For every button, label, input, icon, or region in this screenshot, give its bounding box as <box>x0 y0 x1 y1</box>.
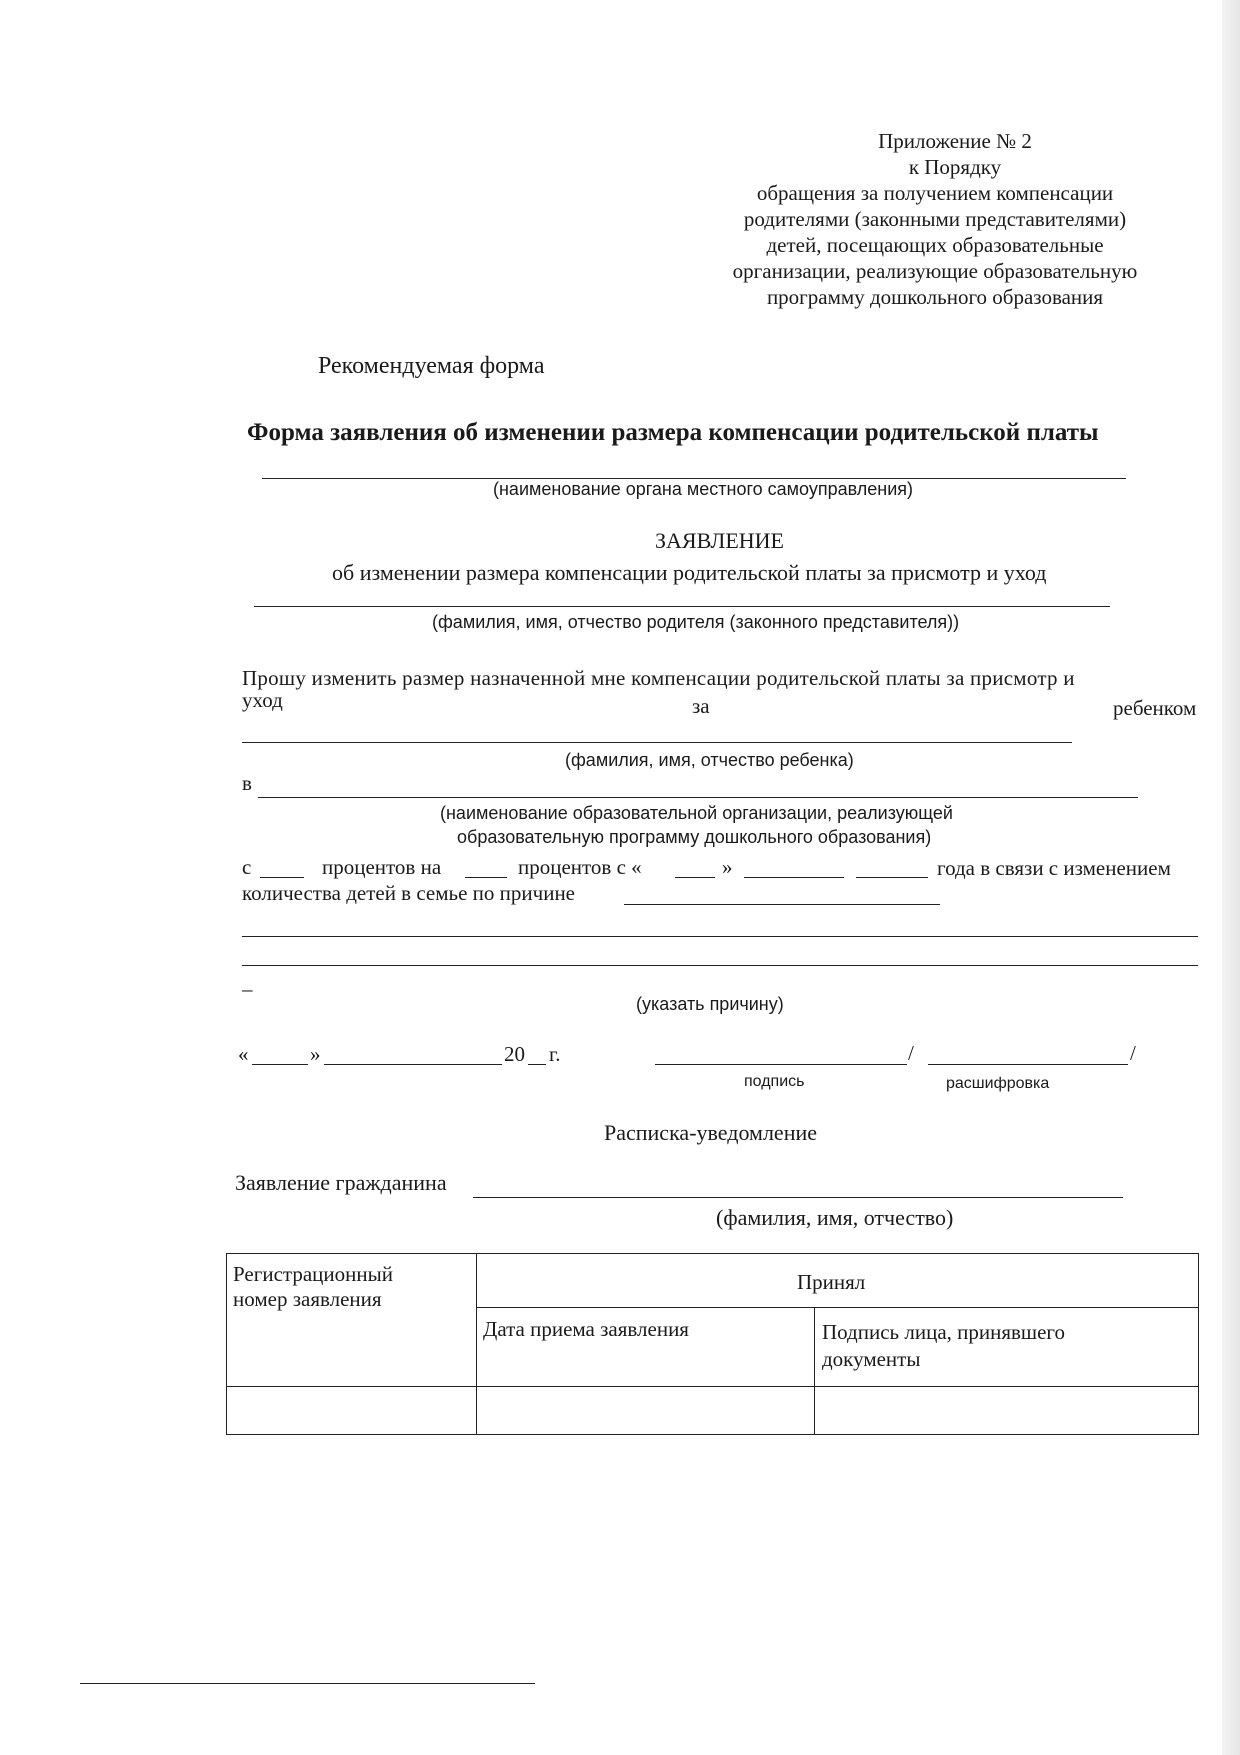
table-cell-date-value[interactable] <box>478 1388 813 1433</box>
table-divider <box>226 1386 1199 1387</box>
prefix-v: в <box>242 771 252 795</box>
table-cell-signature-value[interactable] <box>816 1388 1197 1433</box>
table-divider <box>476 1253 477 1435</box>
table-header-reg-number: Регистрационный <box>233 1262 393 1286</box>
appendix-line: организации, реализующие образовательную <box>732 259 1138 283</box>
reason-line-3 <box>242 965 1198 966</box>
child-caption: (фамилия, имя, отчество ребенка) <box>565 750 854 770</box>
request-word-za: за <box>692 694 710 718</box>
reason-caption: (указать причину) <box>636 994 784 1014</box>
request-word-ukhod: уход <box>242 688 283 712</box>
table-header-signature: документы <box>822 1347 921 1371</box>
parent-name-line <box>254 606 1110 607</box>
year-reason-label: года в связи с изменением <box>937 856 1171 880</box>
day-blank <box>675 877 715 878</box>
appendix-line: обращения за получением компенсации <box>756 181 1114 205</box>
percent-to-blank <box>465 877 507 878</box>
reason-line-1 <box>624 904 940 905</box>
month-blank <box>744 877 844 878</box>
footnote-separator <box>80 1683 535 1684</box>
appendix-line: детей, посещающих образовательные <box>766 233 1104 257</box>
receipt-title: Расписка-уведомление <box>604 1120 818 1145</box>
request-word-child: ребенком <box>1113 696 1197 720</box>
form-title: Форма заявления об изменении размера компенсации родительской платы <box>247 419 1099 446</box>
parent-caption: (фамилия, имя, отчество родителя (законного представителя)) <box>432 612 960 632</box>
percent-prefix-s: с <box>242 855 252 879</box>
citizen-name-line <box>473 1197 1123 1198</box>
appendix-block <box>700 128 1170 310</box>
dash-mark: _ <box>242 970 253 994</box>
table-border-right <box>1198 1253 1199 1435</box>
date-year-blank <box>528 1064 546 1065</box>
table-divider <box>476 1307 1198 1308</box>
reason-line-2 <box>242 936 1198 937</box>
signature-caption: подпись <box>744 1073 805 1090</box>
child-name-line <box>242 742 1072 743</box>
percent-na-label: процентов на <box>322 855 442 879</box>
statement-subheading: об изменении размера компенсации родительской платы за присмотр и уход <box>332 560 1047 585</box>
table-divider <box>814 1307 815 1435</box>
scan-edge <box>1222 0 1240 1755</box>
percent-from-blank <box>260 877 304 878</box>
children-count-label: количества детей в семье по причине <box>242 881 576 905</box>
table-header-accepted: Принял <box>797 1270 866 1294</box>
table-header-signature: Подпись лица, принявшего <box>822 1320 1066 1344</box>
year-blank <box>856 877 928 878</box>
decoding-slash: / <box>1130 1041 1136 1065</box>
request-line: Прошу изменить размер назначенной мне компенсации родительской платы за присмотр и <box>242 666 1075 690</box>
organization-line <box>258 797 1138 798</box>
signature-line <box>655 1064 907 1065</box>
organization-caption: образовательную программу дошкольного образования) <box>457 827 932 847</box>
appendix-line: к Порядку <box>908 155 1002 179</box>
date-open-quote: « <box>238 1042 249 1066</box>
date-day-blank <box>252 1064 308 1065</box>
table-border-left <box>226 1253 227 1435</box>
decoding-line <box>928 1064 1128 1065</box>
organization-caption: (наименование образовательной организации, реализующей <box>440 803 953 823</box>
appendix-line: Приложение № 2 <box>878 129 1032 153</box>
close-quote: » <box>722 855 733 879</box>
recommended-form-label: Рекомендуемая форма <box>318 353 545 379</box>
date-year: 20 <box>504 1042 525 1066</box>
signature-slash: / <box>908 1041 914 1065</box>
appendix-line: программу дошкольного образования <box>766 285 1104 309</box>
percent-s-label: процентов с « <box>518 855 642 879</box>
table-border-top <box>226 1253 1199 1254</box>
decoding-caption: расшифровка <box>946 1075 1050 1092</box>
receipt-table <box>226 1253 1199 1435</box>
table-cell-reg-number-value[interactable] <box>228 1388 475 1433</box>
date-year-suffix: г. <box>549 1042 561 1066</box>
appendix-line: родителями (законными представителями) <box>743 207 1127 231</box>
statement-heading: ЗАЯВЛЕНИЕ <box>655 528 784 553</box>
table-header-reg-number: номер заявления <box>233 1287 382 1311</box>
table-border-bottom <box>226 1434 1199 1435</box>
table-header-date-received: Дата приема заявления <box>483 1317 689 1341</box>
authority-caption: (наименование органа местного самоуправления) <box>493 479 913 499</box>
date-month-blank <box>324 1064 502 1065</box>
date-close-quote: » <box>310 1042 321 1066</box>
citizen-caption: (фамилия, имя, отчество) <box>716 1205 954 1230</box>
citizen-statement-label: Заявление гражданина <box>235 1170 447 1195</box>
